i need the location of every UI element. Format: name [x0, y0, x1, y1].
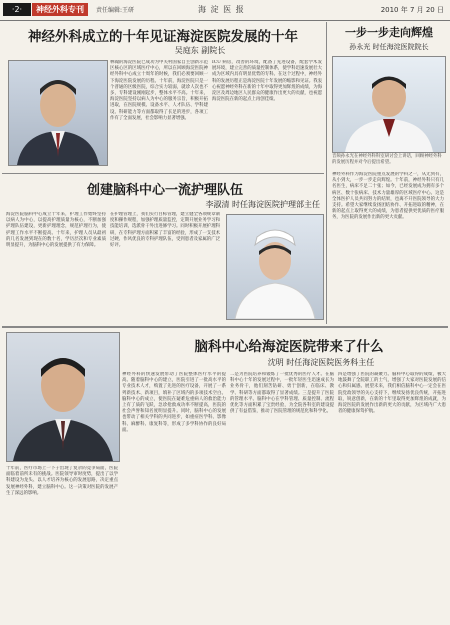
article3-column-2: 在护理管理上，我们实行目标管理，建立健全各项规章制度和操作规程，加强护理质量监控，定期开展业务学习和技能培训，选派骨干外出进修学习。同时积极开展护理科研，在专科护理方面积累了丰富的经验，形成了一支技术过硬、作风优良的专科护理队伍，受到患者及家属的广泛好评。	[110, 212, 220, 249]
article1-portrait-photo	[8, 60, 108, 166]
article3-nurse-photo	[226, 214, 324, 320]
section-label: 神经外科专刊	[32, 3, 88, 16]
newspaper-header	[0, 0, 450, 21]
portrait-figure-icon	[9, 61, 107, 165]
portrait-figure-icon	[333, 57, 445, 152]
article3-title: 创建脑科中心一流护理队伍	[86, 183, 243, 198]
article4-title: 脑科中心给海淀医院带来了什么	[194, 339, 384, 355]
article2-body: 神经外科作为海淀医院重点发展的学科之一，从无到有，从小到大，一步一步走向辉煌。十年前，神经外科只有几名医生，病床不足二十张；如今，已经发展成为拥有多个病区、数十张病床、技术力量雄厚的区域医疗中心。这是全体医护人员共同努力的结果，也离不开医院领导的大力支持。希望大家继续发扬团结协作、开拓进取的精神，在新的起点上取得更大的成绩，为患者提供更优质的医疗服务，为医院的发展作出新的更大贡献。	[332, 172, 444, 221]
article1-title: 神经外科成立的十年见证海淀医院发展的十年	[28, 29, 298, 45]
article2-portrait-photo	[332, 56, 446, 153]
article4-column-3: 二是为医院培养和锻炼了一批优秀的医疗人才。在脑科中心十年的发展过程中，一批年轻医生迅速成长为业务骨干，他们刻苦钻研、勇于创新，在临床、教学、科研等方面都取得了显著成绩。三是提升了医院的管理水平。脑科中心在学科管理、质量控制、流程优化等方面积累了宝贵经验，为全院各科室的建设提供了有益借鉴，推动了医院管理的规范化和科学化。	[230, 372, 334, 415]
column-divider	[326, 22, 327, 324]
article2-photo-caption: 音频孙永光在神经外科科室研讨会上讲话，回顾神经外科的发展历程并对今后提出希望。	[332, 154, 442, 165]
section-divider	[2, 173, 324, 174]
page-number: ·2·	[3, 3, 31, 16]
issue-date: 2010 年 7 月 20 日	[380, 6, 444, 14]
article1-column-2: ICU 病房，改善的环境，配备了先进设备，配套学术发展环境，建立完善的质量控制体系，使学科迅速发展壮大成为区域内具有明显优势的专科。在这个过程中，神经外科的发展历程正是海淀医院十年发展的缩影和见证。我衷心祝愿神经外科在新的十年中取得更加辉煌的成绩，为海淀区及周边地区人民群众的健康作出更大的贡献，也祝愿海淀医院在新的起点上再创佳绩。	[212, 60, 322, 103]
section-divider	[2, 326, 448, 328]
portrait-figure-icon	[7, 333, 119, 461]
article1-byline: 吴庭东 副院长	[174, 46, 226, 55]
article3-column-1: 海淀医院脑科中心成立十年来，护理工作始终坚持以病人为中心，以提高护理质量为核心，不断加强护理队伍建设，更新护理理念，规范护理行为，使护理工作水平不断提高。十年来，护理人员从最初的几名发展到现在的数十名，学历层次和专业素质明显提升，为脑科中心的发展提供了有力保障。	[6, 212, 106, 249]
nurse-figure-icon	[227, 215, 323, 319]
newspaper-name: 海 淀 医 报	[198, 5, 245, 14]
article4-column-4: 四是增强了医院的凝聚力。脑科中心取得的成绩，极大地鼓舞了全院职工的士气，增强了大家对医院发展的信心和归属感。展望未来，我们相信脑科中心一定会在医院党政领导的关心支持下，继续发扬优良传统，开拓进取，锐意创新，在新的十年里取得更加辉煌的成就，为海淀医院的发展作出新的更大的贡献，为区域内广大患者的健康保驾护航。	[338, 372, 446, 415]
article2-title: 一步一步走向辉煌	[345, 26, 433, 39]
article4-column-2: 神经外科的快速发展带动了医院整体医疗水平的提高。随着脑科中心的建立，医院引进了一批高水平的专业技术人才，购置了先进的医疗设备，开展了一系列新技术、新项目，填补了区域内的多项技术空白。脑科中心的成立，使医院在疑难危重病人的救治能力上有了质的飞跃，急诊抢救成功率不断提高，医院的社会声誉和知名度明显提升。同时，脑科中心的发展也带动了相关学科的共同进步，如重症医学科、影像科、麻醉科、康复科等，形成了多学科协作的良好局面。	[122, 372, 226, 433]
article2-byline: 孙永光 时任海淀医院院长	[349, 43, 429, 51]
article1-column-1: 林翰的海淀医院已成功为中关村国家自主创新示范区核心区的区域医疗中心，所以在回顾海淀医院神经外科中心成立十周年的时候，我们必须要回顾一下海淀医院发展的历程。十年前，海淀医院只是一个普通的区级医院，综合实力较弱，就诊人次也不多，专科建设刚刚起步，整体水平不高。十年来，海淀医院坚持以病人为中心的服务宗旨，积极开拓进取，在医院规模、设备水平、人才队伍、学科建设、科研能力等方面都取得了长足的进步，各项工作有了全面发展，社会影响力显著增强。	[110, 60, 208, 121]
article4-column-1: 十年前，医疗市场上一下子出现了复杂的竞争局面，医院面临着前所未有的挑战。医院领导审时度势，提出了以学科建设为龙头、以人才培养为核心的发展思路，决定重点发展神经外科，建立脑科中心。这一决策对医院的发展产生了深远的影响。	[6, 466, 118, 496]
article3-byline: 李淑清 时任海淀医院护理部主任	[205, 200, 320, 209]
editor-credit: 责任编辑:王研	[96, 7, 135, 14]
article4-byline: 沈明 时任海淀医院医务科主任	[267, 358, 375, 367]
article4-portrait-photo	[6, 332, 120, 462]
